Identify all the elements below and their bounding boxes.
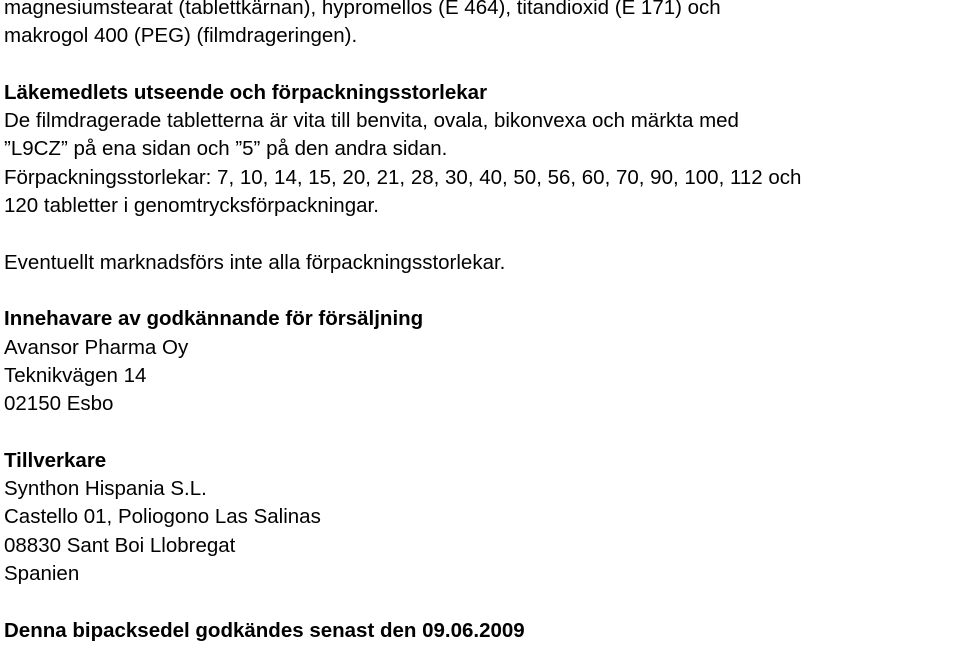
spacer [4, 220, 958, 248]
pack-sizes-line-2: 120 tabletter i genomtrycksförpackningar. [4, 194, 379, 218]
approval-date-statement: Denna bipacksedel godkändes senast den 09.06.2009 [4, 618, 525, 642]
ingredients-line-2: makrogol 400 (PEG) (filmdrageringen). [4, 24, 358, 48]
appearance-line-2: ”L9CZ” på ena sidan och ”5” på den andra sidan. [4, 137, 448, 161]
pack-sizes-line-1: Förpackningsstorlekar: 7, 10, 14, 15, 20, 21, 28, 30, 40, 50, 56, 60, 70, 90, 100, 112 och [4, 165, 802, 189]
ingredients-section [4, 0, 958, 51]
holder-heading: Innehavare av godkännande för försäljning [4, 307, 424, 331]
manufacturer-street: Castello 01, Poliogono Las Salinas [4, 505, 321, 529]
marketing-note: Eventuellt marknadsförs inte alla förpackningsstorlekar. [4, 250, 506, 274]
manufacturer-section [4, 447, 958, 588]
appearance-section [4, 79, 958, 277]
spacer [4, 51, 958, 79]
ingredients-line-1: magnesiumstearat (tablettkärnan), hypromellos (E 464), titandioxid (E 171) och [4, 0, 721, 19]
manufacturer-name: Synthon Hispania S.L. [4, 477, 207, 501]
manufacturer-heading: Tillverkare [4, 448, 107, 472]
appearance-line-1: De filmdragerade tabletterna är vita till benvita, ovala, bikonvexa och märkta med [4, 109, 739, 133]
spacer [4, 277, 958, 305]
holder-name: Avansor Pharma Oy [4, 335, 189, 359]
spacer [4, 418, 958, 446]
spacer [4, 588, 958, 616]
holder-city: 02150 Esbo [4, 392, 114, 416]
holder-section [4, 305, 958, 418]
holder-street: Teknikvägen 14 [4, 363, 147, 387]
document-page [4, 0, 958, 645]
appearance-heading: Läkemedlets utseende och förpackningsstorlekar [4, 80, 488, 104]
manufacturer-country: Spanien [4, 561, 80, 585]
manufacturer-city: 08830 Sant Boi Llobregat [4, 533, 236, 557]
